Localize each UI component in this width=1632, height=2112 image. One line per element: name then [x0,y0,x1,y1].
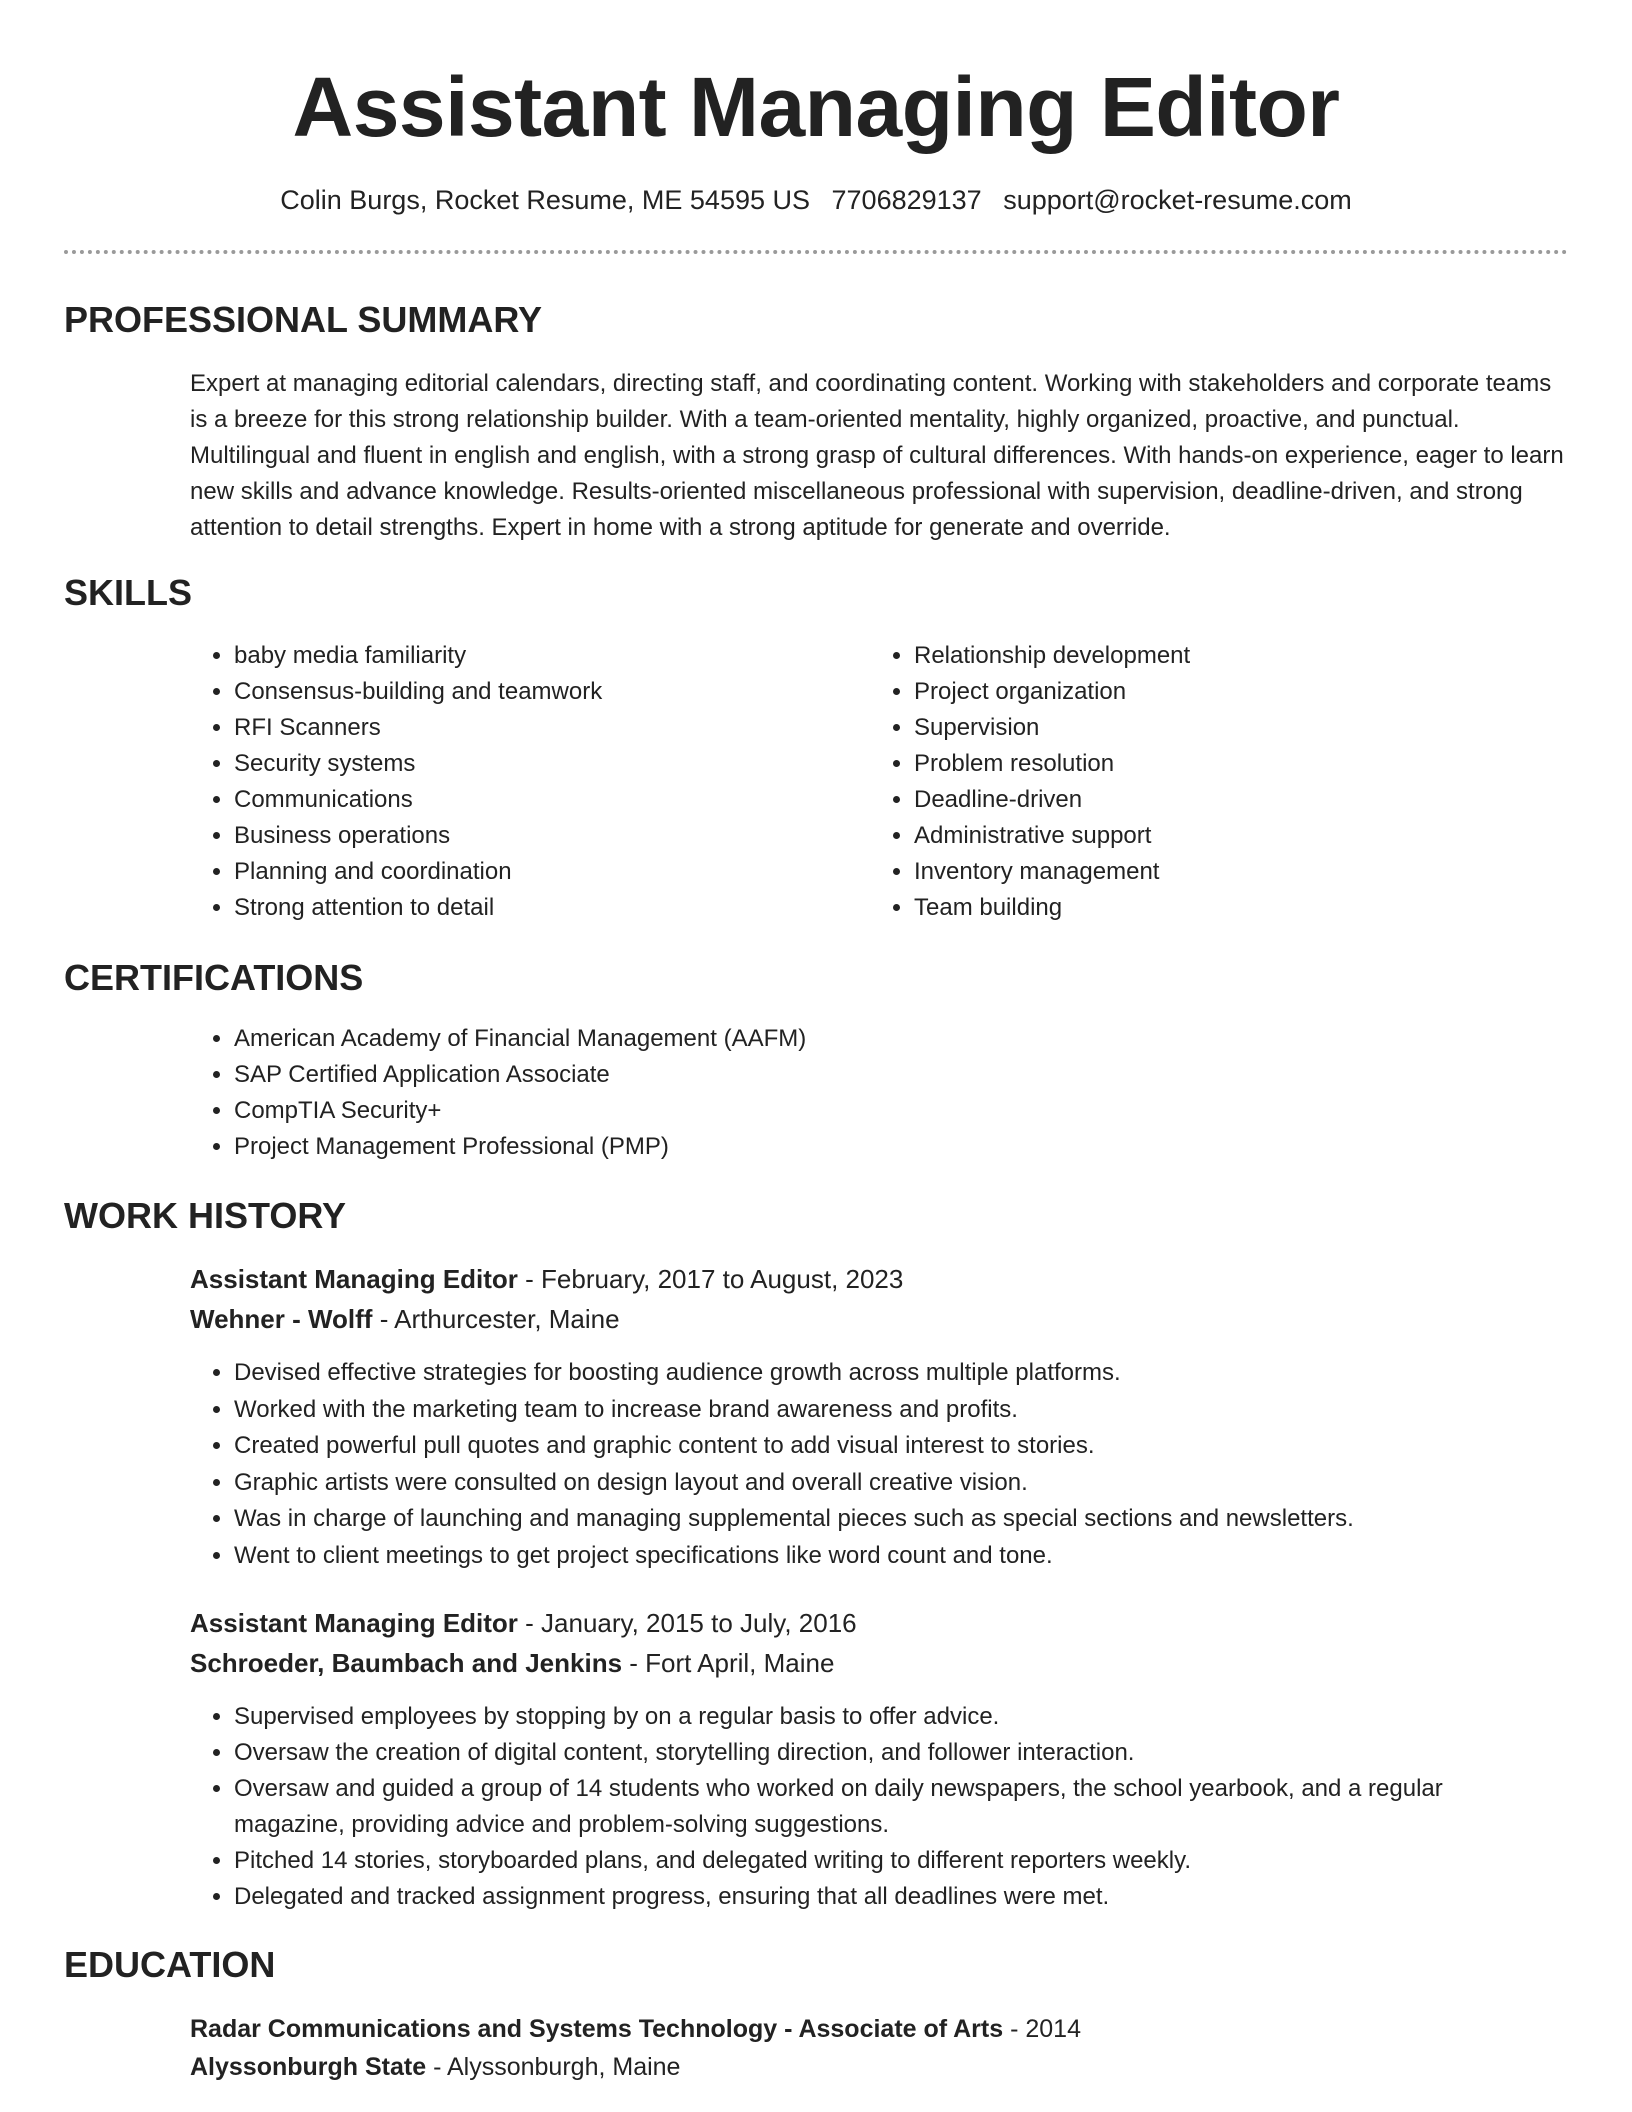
skill-item: • RFI Scanners [234,710,854,746]
job-dates: - February, 2017 to August, 2023 [517,1264,904,1294]
duty-item: • Devised effective strategies for boosting audience growth across multiple platforms. [234,1355,1554,1392]
duty-item: • Pitched 14 stories, storyboarded plans, and delegated writing to different reporters weekly. [234,1843,1554,1879]
skill-item: • Planning and coordination [234,854,854,890]
skill-item: • baby media familiarity [234,638,854,674]
work-history-heading: WORK HISTORY [64,1195,347,1236]
duty-item: • Supervised employees by stopping by on a regular basis to offer advice. [234,1699,1554,1735]
job-duties-list [190,1699,1554,1915]
skill-item: • Deadline-driven [914,782,1534,818]
education-degree: Radar Communications and Systems Technology - Associate of Arts [190,2015,1004,2043]
job-dates: - January, 2015 to July, 2016 [517,1608,857,1638]
job-title: Assistant Managing Editor [190,1264,518,1294]
education-location: - Alyssonburgh, Maine [426,2053,681,2081]
job-company: Schroeder, Baumbach and Jenkins [190,1648,623,1678]
education-heading: EDUCATION [64,1944,276,1985]
skill-item: • Supervision [914,710,1534,746]
duty-item: • Delegated and tracked assignment progress, ensuring that all deadlines were met. [234,1879,1554,1915]
duty-item: • Graphic artists were consulted on design layout and overall creative vision. [234,1465,1554,1502]
duty-item: • Went to client meetings to get project specifications like word count and tone. [234,1538,1554,1575]
certifications-heading: CERTIFICATIONS [64,957,364,998]
certifications-list [190,1021,1534,1165]
duty-item: • Worked with the marketing team to increase brand awareness and profits. [234,1392,1554,1429]
contact-address: Colin Burgs, Rocket Resume, ME 54595 US [280,185,810,215]
education-school: Alyssonburgh State [190,2053,427,2081]
duty-item: • Was in charge of launching and managing supplemental pieces such as special sections and newsletters. [234,1501,1554,1538]
job-location: - Arthurcester, Maine [372,1304,620,1334]
skill-item: • Business operations [234,818,854,854]
duty-item: • Oversaw and guided a group of 14 students who worked on daily newspapers, the school yearbook, and a regular magazine, providing advice and problem-solving suggestions. [234,1771,1554,1843]
job-company-line [190,1643,834,1683]
contact-email: support@rocket-resume.com [1003,185,1352,215]
certification-item: • American Academy of Financial Management (AAFM) [234,1021,1534,1057]
resume-title: Assistant Managing Editor [292,60,1340,154]
skill-item: • Administrative support [914,818,1534,854]
summary-heading: PROFESSIONAL SUMMARY [64,299,543,340]
skill-item: • Consensus-building and teamwork [234,674,854,710]
skill-item: • Team building [914,890,1534,926]
duty-item: • Created powerful pull quotes and graphic content to add visual interest to stories. [234,1428,1554,1465]
certification-item: • SAP Certified Application Associate [234,1057,1534,1093]
skill-item: • Security systems [234,746,854,782]
job-title-line [190,1259,903,1299]
skill-item: • Project organization [914,674,1534,710]
job-location: - Fort April, Maine [622,1648,835,1678]
education-school-line [190,2047,680,2087]
skill-item: • Strong attention to detail [234,890,854,926]
education-year: - 2014 [1003,2015,1081,2043]
job-duties-list [190,1355,1554,1575]
skills-list-right [870,638,1534,926]
job-company: Wehner - Wolff [190,1304,373,1334]
skills-list-left [190,638,854,926]
summary-text: Expert at managing editorial calendars, directing staff, and coordinating content. Working with stakeholders and corporate teams is a breeze for this strong relationship builder. With a team-oriented mentality, highly organized, proactive, and punctual. Multilingual and fluent in english and english, with a strong grasp of cultural differences. With hands-on experience, eager to learn new skills and advance knowledge. Results-oriented miscellaneous professional with supervision, deadline-driven, and strong attention to detail strengths. Expert in home with a strong aptitude for generate and override. [190,370,1564,541]
certification-item: • Project Management Professional (PMP) [234,1129,1534,1165]
skill-item: • Problem resolution [914,746,1534,782]
duty-item: • Oversaw the creation of digital content, storytelling direction, and follower interaction. [234,1735,1554,1771]
job-company-line [190,1299,620,1339]
skill-item: • Communications [234,782,854,818]
education-degree-line [190,2009,1081,2049]
header-divider [64,250,1568,254]
job-title-line [190,1603,857,1643]
skill-item: • Relationship development [914,638,1534,674]
certification-item: • CompTIA Security+ [234,1093,1534,1129]
contact-phone: 7706829137 [831,185,982,215]
job-title: Assistant Managing Editor [190,1608,518,1638]
contact-line [0,182,1632,218]
skill-item: • Inventory management [914,854,1534,890]
skills-heading: SKILLS [64,572,193,613]
